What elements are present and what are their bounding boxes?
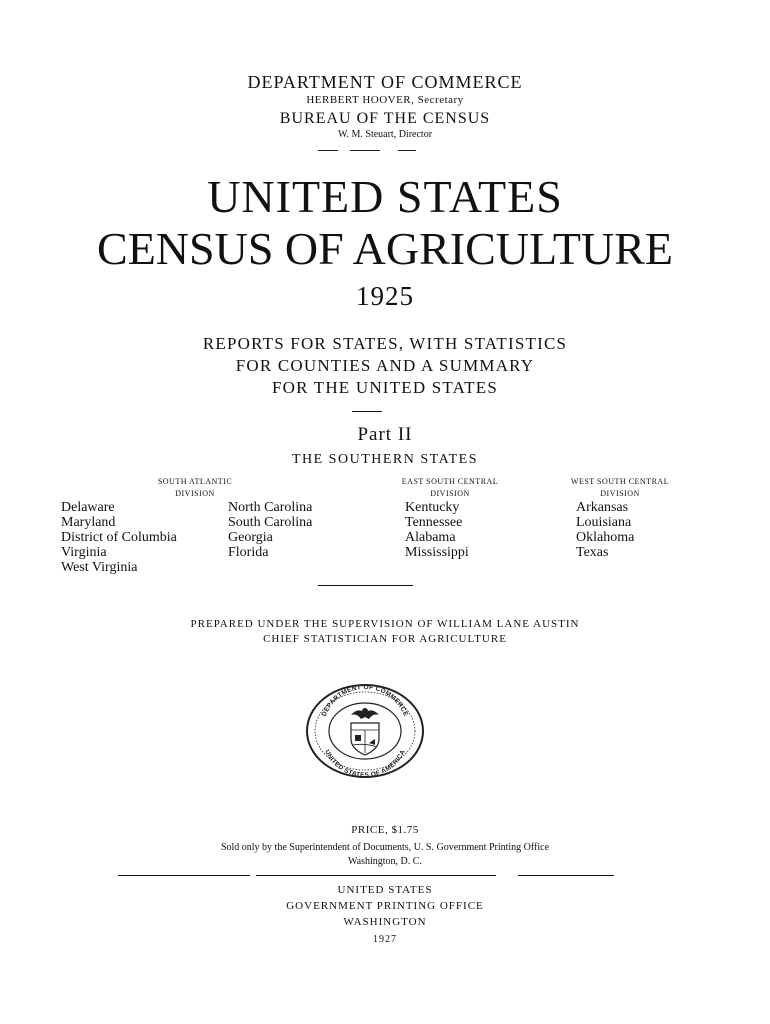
subtitle-line-2: FOR COUNTIES AND A SUMMARY — [235, 356, 535, 375]
list-item: Kentucky — [405, 500, 460, 515]
prepared-line-1: PREPARED UNDER THE SUPERVISION OF WILLIAM LANE AUSTIN — [190, 618, 580, 630]
list-item: Delaware — [61, 500, 115, 515]
department-seal-icon — [303, 683, 427, 779]
prepared-line-2: CHIEF STATISTICIAN FOR AGRICULTURE — [263, 633, 507, 645]
divider-rule — [118, 875, 250, 876]
list-item: Florida — [228, 545, 269, 560]
subtitle-line-3: FOR THE UNITED STATES — [271, 378, 499, 397]
state-list-south-atlantic-2 — [228, 500, 312, 560]
list-item: Virginia — [61, 545, 107, 560]
divider-dash — [318, 150, 338, 151]
list-item: Louisiana — [576, 515, 632, 530]
department-heading: DEPARTMENT OF COMMERCE — [247, 72, 523, 92]
list-item: Tennessee — [405, 515, 463, 530]
seal-text-bottom: UNITED STATES OF AMERICA — [323, 748, 407, 779]
list-item: Texas — [576, 545, 609, 560]
publisher-line-1: UNITED STATES — [337, 884, 433, 896]
divider-rule — [352, 411, 382, 412]
list-item: Mississippi — [405, 545, 469, 560]
publisher-line-2: GOVERNMENT PRINTING OFFICE — [286, 900, 484, 912]
director-line: W. M. Steuart, Director — [337, 129, 433, 140]
state-list-east-south-central — [405, 500, 469, 560]
division-heading-east-south-central — [375, 476, 525, 500]
state-list-west-south-central — [576, 500, 634, 560]
list-item: Alabama — [405, 530, 456, 545]
divider-rule — [518, 875, 614, 876]
list-item: Oklahoma — [576, 530, 635, 545]
division-name: SOUTH ATLANTIC — [157, 477, 233, 486]
part-label: Part II — [357, 424, 413, 445]
division-name: EAST SOUTH CENTRAL — [401, 477, 499, 486]
division-heading-south-atlantic — [120, 476, 270, 500]
region-title: THE SOUTHERN STATES — [291, 452, 479, 467]
division-label: DIVISION — [175, 489, 215, 498]
list-item: Arkansas — [576, 500, 629, 515]
bureau-heading: BUREAU OF THE CENSUS — [279, 110, 491, 127]
divider-rule — [318, 585, 413, 586]
divider-dash — [350, 150, 380, 151]
list-item: District of Columbia — [61, 530, 177, 545]
price-line: PRICE, $1.75 — [351, 824, 419, 836]
division-name: WEST SOUTH CENTRAL — [570, 477, 670, 486]
title-line-2: CENSUS OF AGRICULTURE — [97, 223, 673, 274]
list-item: Maryland — [61, 515, 116, 530]
list-item: West Virginia — [61, 560, 138, 575]
seal-text-top: DEPARTMENT OF COMMERCE — [320, 683, 410, 718]
title-year: 1925 — [356, 281, 414, 311]
secretary-line: HERBERT HOOVER, Secretary — [306, 94, 464, 106]
division-label: DIVISION — [600, 489, 640, 498]
subtitle-line-1: REPORTS FOR STATES, WITH STATISTICS — [202, 334, 568, 353]
state-list-south-atlantic-1 — [61, 500, 177, 575]
city-line: Washington, D. C. — [348, 856, 422, 867]
division-heading-west-south-central — [540, 476, 700, 500]
sold-by-line: Sold only by the Superintendent of Documents, U. S. Government Printing Office — [220, 842, 550, 853]
title-line-1: UNITED STATES — [207, 171, 563, 222]
publication-year: 1927 — [373, 934, 397, 945]
division-label: DIVISION — [430, 489, 470, 498]
publisher-line-3: WASHINGTON — [343, 916, 427, 928]
list-item: South Carolina — [228, 515, 313, 530]
list-item: Georgia — [228, 530, 273, 545]
list-item: North Carolina — [228, 500, 313, 515]
divider-dash — [398, 150, 416, 151]
divider-rule — [256, 875, 496, 876]
